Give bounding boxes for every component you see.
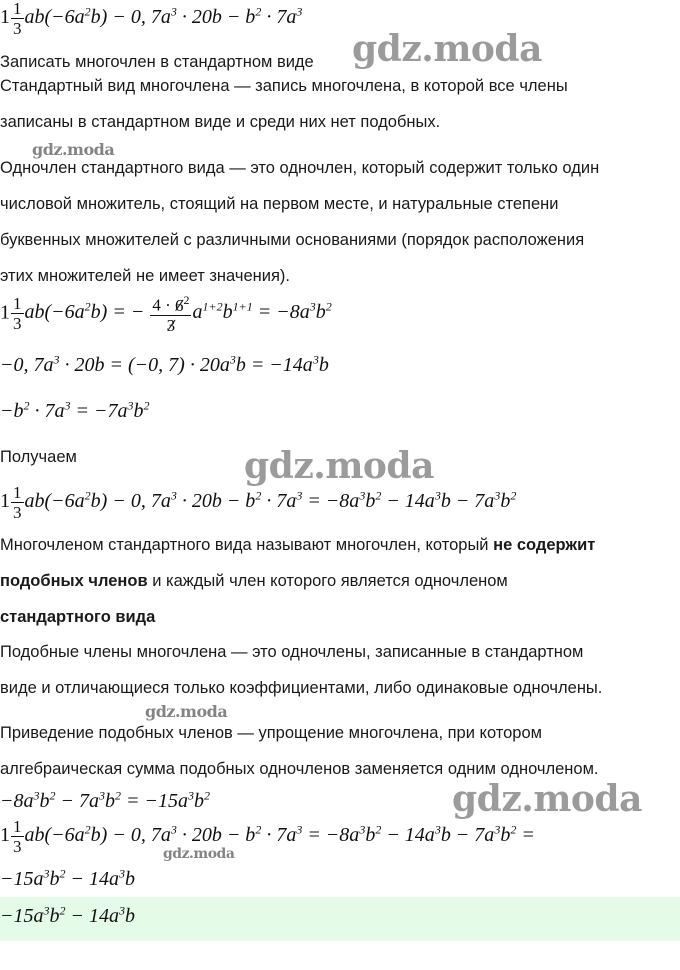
task-statement: Записать многочлен в стандартном виде [0, 53, 314, 71]
watermark: gdz.moda [145, 702, 228, 721]
definition-line: подобных членов и каждый член которого является одночленом [0, 572, 508, 590]
definition-line: этих множителей не имеет значения). [0, 267, 290, 285]
definition-line: числовой множитель, стоящий на первом месте, и натуральные степени [0, 195, 559, 213]
result-label: Получаем [0, 448, 77, 466]
fraction-coefficient: $\frac{4 \cdot 6^2}{3}$ [152, 293, 190, 335]
watermark: gdz.moda [452, 778, 642, 820]
math-combined: 1 $\frac{1}{3}$ $ab(-6a^2b) - 0$, $7a^3 \cdot 20b - b^2 \cdot 7a^3 = -8a^3b^2 - 14a^3b - 7a^3b^2$ [0, 483, 517, 522]
math-step-3: $-b^2 \cdot 7a^3 = -7a^3b^2$ [0, 398, 150, 422]
definition-line: стандартного вида [0, 608, 156, 626]
watermark: gdz.moda [163, 846, 235, 862]
fraction-one-third: $\frac{1}{3}$ [13, 0, 22, 38]
definition-line: Многочленом стандартного вида называют многочлен, который не содержит [0, 536, 596, 554]
watermark: gdz.moda [244, 445, 434, 487]
watermark: gdz.moda [352, 28, 542, 70]
math-step-2: −0, $7a^3 \cdot 20b = (-0$, $7) \cdot 20a^3b = -14a^3b$ [0, 352, 329, 376]
math-final: 1 $\frac{1}{3}$ $ab(-6a^2b) - 0$, $7a^3 \cdot 20b - b^2 \cdot 7a^3 = -8a^3b^2 - 14a^3b - 7a^3b^2$ = [0, 817, 535, 856]
definition-line: Подобные члены многочлена — это одночлены, записанные в стандартном [0, 643, 584, 661]
definition-line: записаны в стандартном виде и среди них нет подобных. [0, 113, 441, 131]
definition-line: Одночлен стандартного вида — это одночлен, который содержит только один [0, 159, 600, 177]
answer-expression: $-15a^3b^2 - 14a^3b$ [0, 903, 135, 927]
definition-line: буквенных множителей с различными основаниями (порядок расположения [0, 231, 585, 249]
watermark: gdz.moda [32, 140, 115, 159]
definition-line: Приведение подобных членов — упрощение многочлена, при котором [0, 724, 543, 742]
definition-line: Стандартный вид многочлена — запись многочлена, в которой все члены [0, 77, 568, 95]
answer-box [0, 897, 680, 941]
math-step-1: 1 $\frac{1}{3}$ $ab(-6a^2b)$ = − $\frac{4 \cdot 6^2}{3}$ $a^{1+2}b^{1+1} = -8a^3b^2$ [0, 293, 332, 335]
definition-line: алгебраическая сумма подобных одночленов заменяется одним одночленом. [0, 760, 599, 778]
math-like-terms: $-8a^3b^2 - 7a^3b^2 = -15a^3b^2$ [0, 788, 210, 812]
math-final-cont: $-15a^3b^2 - 14a^3b$ [0, 866, 135, 890]
definition-line: виде и отличающиеся только коэффициентами, либо одинаковые одночлены. [0, 679, 603, 697]
task-expression: 1 $\frac{1}{3}$ $ab(-6a^2b) - 0$, $7a^3 \cdot 20b - b^2 \cdot 7a^3$ [0, 0, 303, 38]
